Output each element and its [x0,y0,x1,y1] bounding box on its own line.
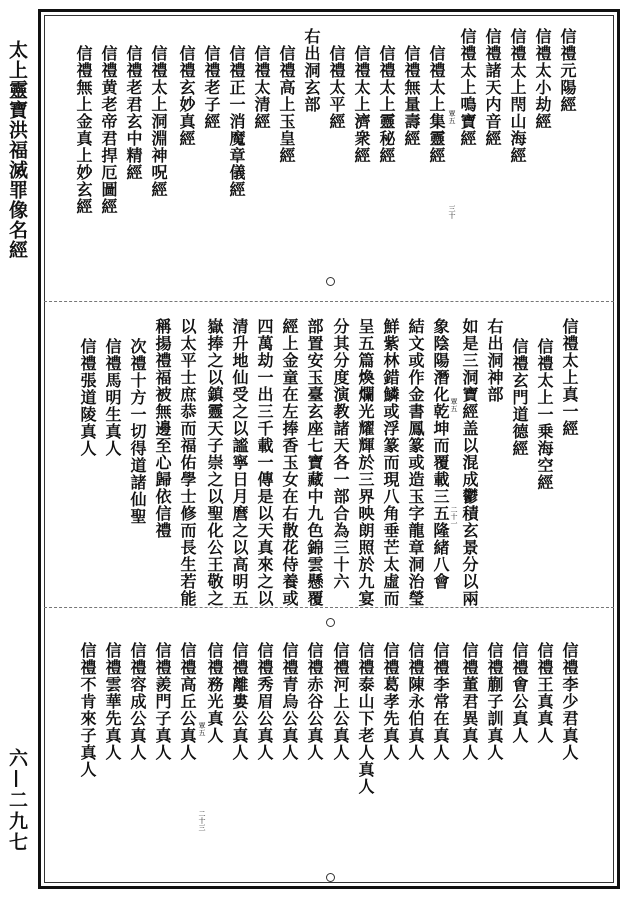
text-column: 結文或作金書鳳篆或造玉字龍章洞治瑩 [406,318,425,607]
text-column: 信禮董君異真人 [460,642,479,761]
text-column: 信禮太上洞淵神呪經 [149,45,168,198]
text-column: 信禮太上一乗海空經 [535,338,554,491]
text-column: 信禮秀眉公真人 [255,642,274,761]
text-column: 信禮雲華先真人 [103,642,122,761]
text-column: 信禮張道陵真人 [78,338,97,457]
folio-number: 三十 [448,205,456,219]
text-column: 信禮赤谷公真人 [305,642,324,761]
text-column: 信禮諸天内音經 [483,28,502,147]
text-column: 信禮太上真一經 [560,318,579,437]
section-heading: 右出洞神部 [485,318,504,403]
text-column: 信禮務光真人 [205,642,224,744]
text-column: 信禮離婁公真人 [230,642,249,761]
text-column: 信禮老子經 [202,45,221,130]
text-column: 分其分度演教諸天各一部合為三十六 [331,318,350,590]
text-column: 信禮黄老帝君捍厄圖經 [99,45,118,215]
text-column: 信禮太上濟衆經 [352,45,371,164]
text-column: 信禮陳永伯真人 [406,642,425,761]
text-column: 呈五篇煥爛光耀輝於三界映朗照於九宴 [356,318,375,607]
binding-hole-1 [326,277,335,286]
text-column: 信禮河上公真人 [331,642,350,761]
text-column: 信禮葛孝先真人 [381,642,400,761]
text-column: 信禮青烏公真人 [280,642,299,761]
text-column: 信禮李常在真人 [431,642,450,761]
text-column: 稱揚禮福被無邊至心歸依信禮 [153,318,172,539]
text-column: 信禮老君玄中精經 [124,45,143,181]
binding-hole-3 [326,873,335,882]
text-column: 部置安玉臺玄座七寶藏中九色錦雲懸覆 [305,318,324,607]
text-column: 信禮太上鳴寶經 [458,28,477,147]
text-column: 信禮馬明生真人 [103,338,122,457]
section-divider-1 [44,301,614,302]
block-mark: 覃五 [450,398,458,412]
text-column: 以太平士庶恭而福佑學士修而長生若能 [178,318,197,607]
text-column: 信禮太上靈秘經 [377,45,396,164]
block-mark: 覃五 [448,110,456,124]
block-mark: 覃五 [198,722,206,736]
text-column: 信禮正一消魔章儀經 [227,45,246,198]
text-column: 象陰陽潛化乾坤而覆載三五隆緒八會 [431,318,450,590]
binding-hole-2 [326,618,335,627]
text-column: 信禮㑹公真人 [510,642,529,744]
text-column: 如是三洞寶經盖以混成鬱積玄景分以兩 [460,318,479,607]
text-column: 信禮容成公真人 [128,642,147,761]
text-column: 信禮太上閇山海經 [508,28,527,164]
text-column: 信禮李少君真人 [560,642,579,761]
text-column: 信禮太平經 [327,45,346,130]
text-column: 信禮太小劫經 [533,28,552,130]
text-column: 信禮無量壽經 [402,45,421,147]
text-column: 信禮高上玉皇經 [277,45,296,164]
folio-number: 二十三 [198,810,206,831]
text-column: 四萬劫一出三千載一傳是以天真來之以 [255,318,274,607]
section-divider-2 [44,607,614,608]
text-column: 信禮太上集靈經 [427,45,446,164]
text-column: 次禮十方一切得道諸仙聖 [128,338,147,525]
text-column: 鮮紫林錯鱗或浮篆而現八角垂芒太虛而 [381,318,400,607]
text-column: 信禮王真真人 [535,642,554,744]
side-page-number: 六—二九七 [6,748,28,853]
text-column: 信禮不肯來子真人 [78,642,97,778]
text-column: 信禮太清經 [252,45,271,130]
text-column: 信禮玄門道德經 [510,338,529,457]
text-column: 信禮蒯子訓真人 [485,642,504,761]
text-column: 信禮無上金真上妙玄經 [74,45,93,215]
text-column: 信禮羨門子真人 [153,642,172,761]
side-scripture-title: 太上靈寶洪福滅罪像名經 [6,40,28,260]
text-column: 經上金童在左捧香玉女在右散花侍養或 [280,318,299,607]
text-column: 信禮玄妙真經 [177,45,196,147]
text-column: 清升地仙受之以謐寧日月麿之以高明五 [230,318,249,607]
section-heading: 右出洞玄部 [302,28,321,113]
text-column: 嶽捧之以鎮靈天子崇之以聖化公王敬之 [205,318,224,607]
folio-number: 二十一 [450,506,458,527]
text-column: 信禮高丘公真人 [178,642,197,761]
text-column: 信禮元陽經 [558,28,577,113]
text-column: 信禮泰山下老人真人 [356,642,375,795]
